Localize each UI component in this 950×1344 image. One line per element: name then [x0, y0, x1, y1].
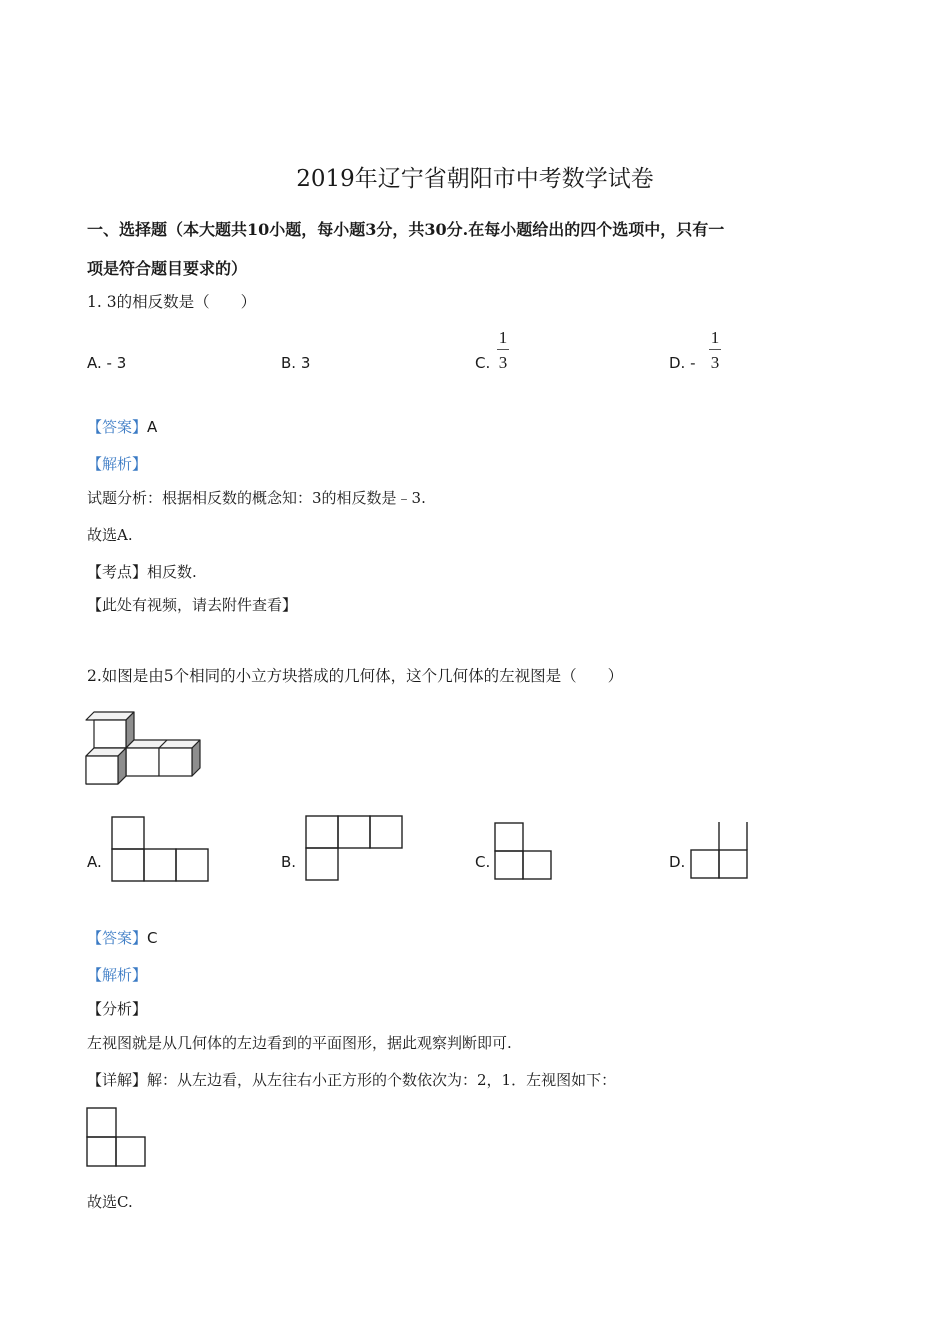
cube-front-face [159, 748, 192, 776]
q1-point-row [87, 561, 197, 582]
q1-conclusion: 故选A. [87, 526, 133, 544]
q2-answer-row [87, 927, 158, 948]
answer-tag: 【答案】 [87, 418, 148, 436]
answer-tag: 【答案】 [87, 929, 148, 947]
fraction-numerator: 1 [498, 328, 508, 347]
fraction-denominator: 3 [498, 353, 508, 372]
q2-analysis-tag: 【解析】 [87, 966, 148, 984]
page-title: 2019年辽宁省朝阳市中考数学试卷 [296, 166, 654, 192]
detail-text: 解：从左边看，从左往右小正方形的个数依次为：2，1．左视图如下： [147, 1071, 617, 1089]
answer-value: C [147, 929, 158, 947]
q2-fenxi-tag: 【分析】 [87, 1000, 148, 1018]
q1-analysis-tag: 【解析】 [87, 455, 148, 473]
q1-analysis-text: 试题分析：根据相反数的概念知：3的相反数是﹣3. [87, 489, 426, 507]
q2-stem: 2.如图是由5个相同的小立方块搭成的几何体，这个几何体的左视图是（ ） [87, 667, 624, 685]
q2-option-a-figure [111, 816, 211, 882]
point-text: 相反数. [147, 563, 197, 581]
q2-left-view-figure [86, 1107, 150, 1169]
cube-front-face [86, 756, 118, 784]
cube-front-face [126, 748, 159, 776]
q1-option-b: B. 3 [281, 354, 311, 372]
section-heading-line1: 一、选择题（本大题共10小题，每小题3分，共30分.在每小题给出的四个选项中，只有一 [87, 220, 725, 239]
q2-option-b-figure [305, 815, 405, 881]
q2-option-d-figure [690, 821, 752, 881]
cube-figure [86, 712, 204, 784]
q2-option-c-label: C. [475, 853, 491, 871]
detail-tag: 【详解】 [87, 1071, 148, 1089]
point-tag: 【考点】 [87, 563, 148, 581]
answer-value: A [147, 418, 158, 436]
q1-answer-row [87, 416, 157, 437]
q2-conclusion: 故选C. [87, 1193, 133, 1211]
fraction-bar [709, 349, 721, 350]
q1-option-d-fraction [709, 329, 721, 371]
section-heading-line2: 项是符合题目要求的） [87, 259, 248, 278]
cube-front-face [94, 720, 126, 748]
q2-option-b-label: B. [281, 853, 297, 871]
q1-option-c-fraction [497, 329, 509, 371]
q1-option-a: A. - 3 [87, 354, 127, 372]
q2-option-c-figure [494, 822, 554, 882]
fraction-bar [497, 349, 509, 350]
q2-fenxi-text: 左视图就是从几何体的左边看到的平面图形，据此观察判断即可. [87, 1034, 512, 1052]
q1-option-c-label: C. [475, 354, 491, 372]
fraction-numerator: 1 [710, 328, 720, 347]
q2-option-a-label: A. [87, 853, 102, 871]
q1-video-note: 【此处有视频，请去附件查看】 [87, 596, 298, 614]
q1-option-d-label: D. - [669, 354, 696, 372]
q2-detail-row [87, 1069, 616, 1090]
fraction-denominator: 3 [710, 353, 720, 372]
q1-stem: 1. 3的相反数是（ ） [87, 293, 257, 311]
q2-option-d-label: D. [669, 853, 686, 871]
